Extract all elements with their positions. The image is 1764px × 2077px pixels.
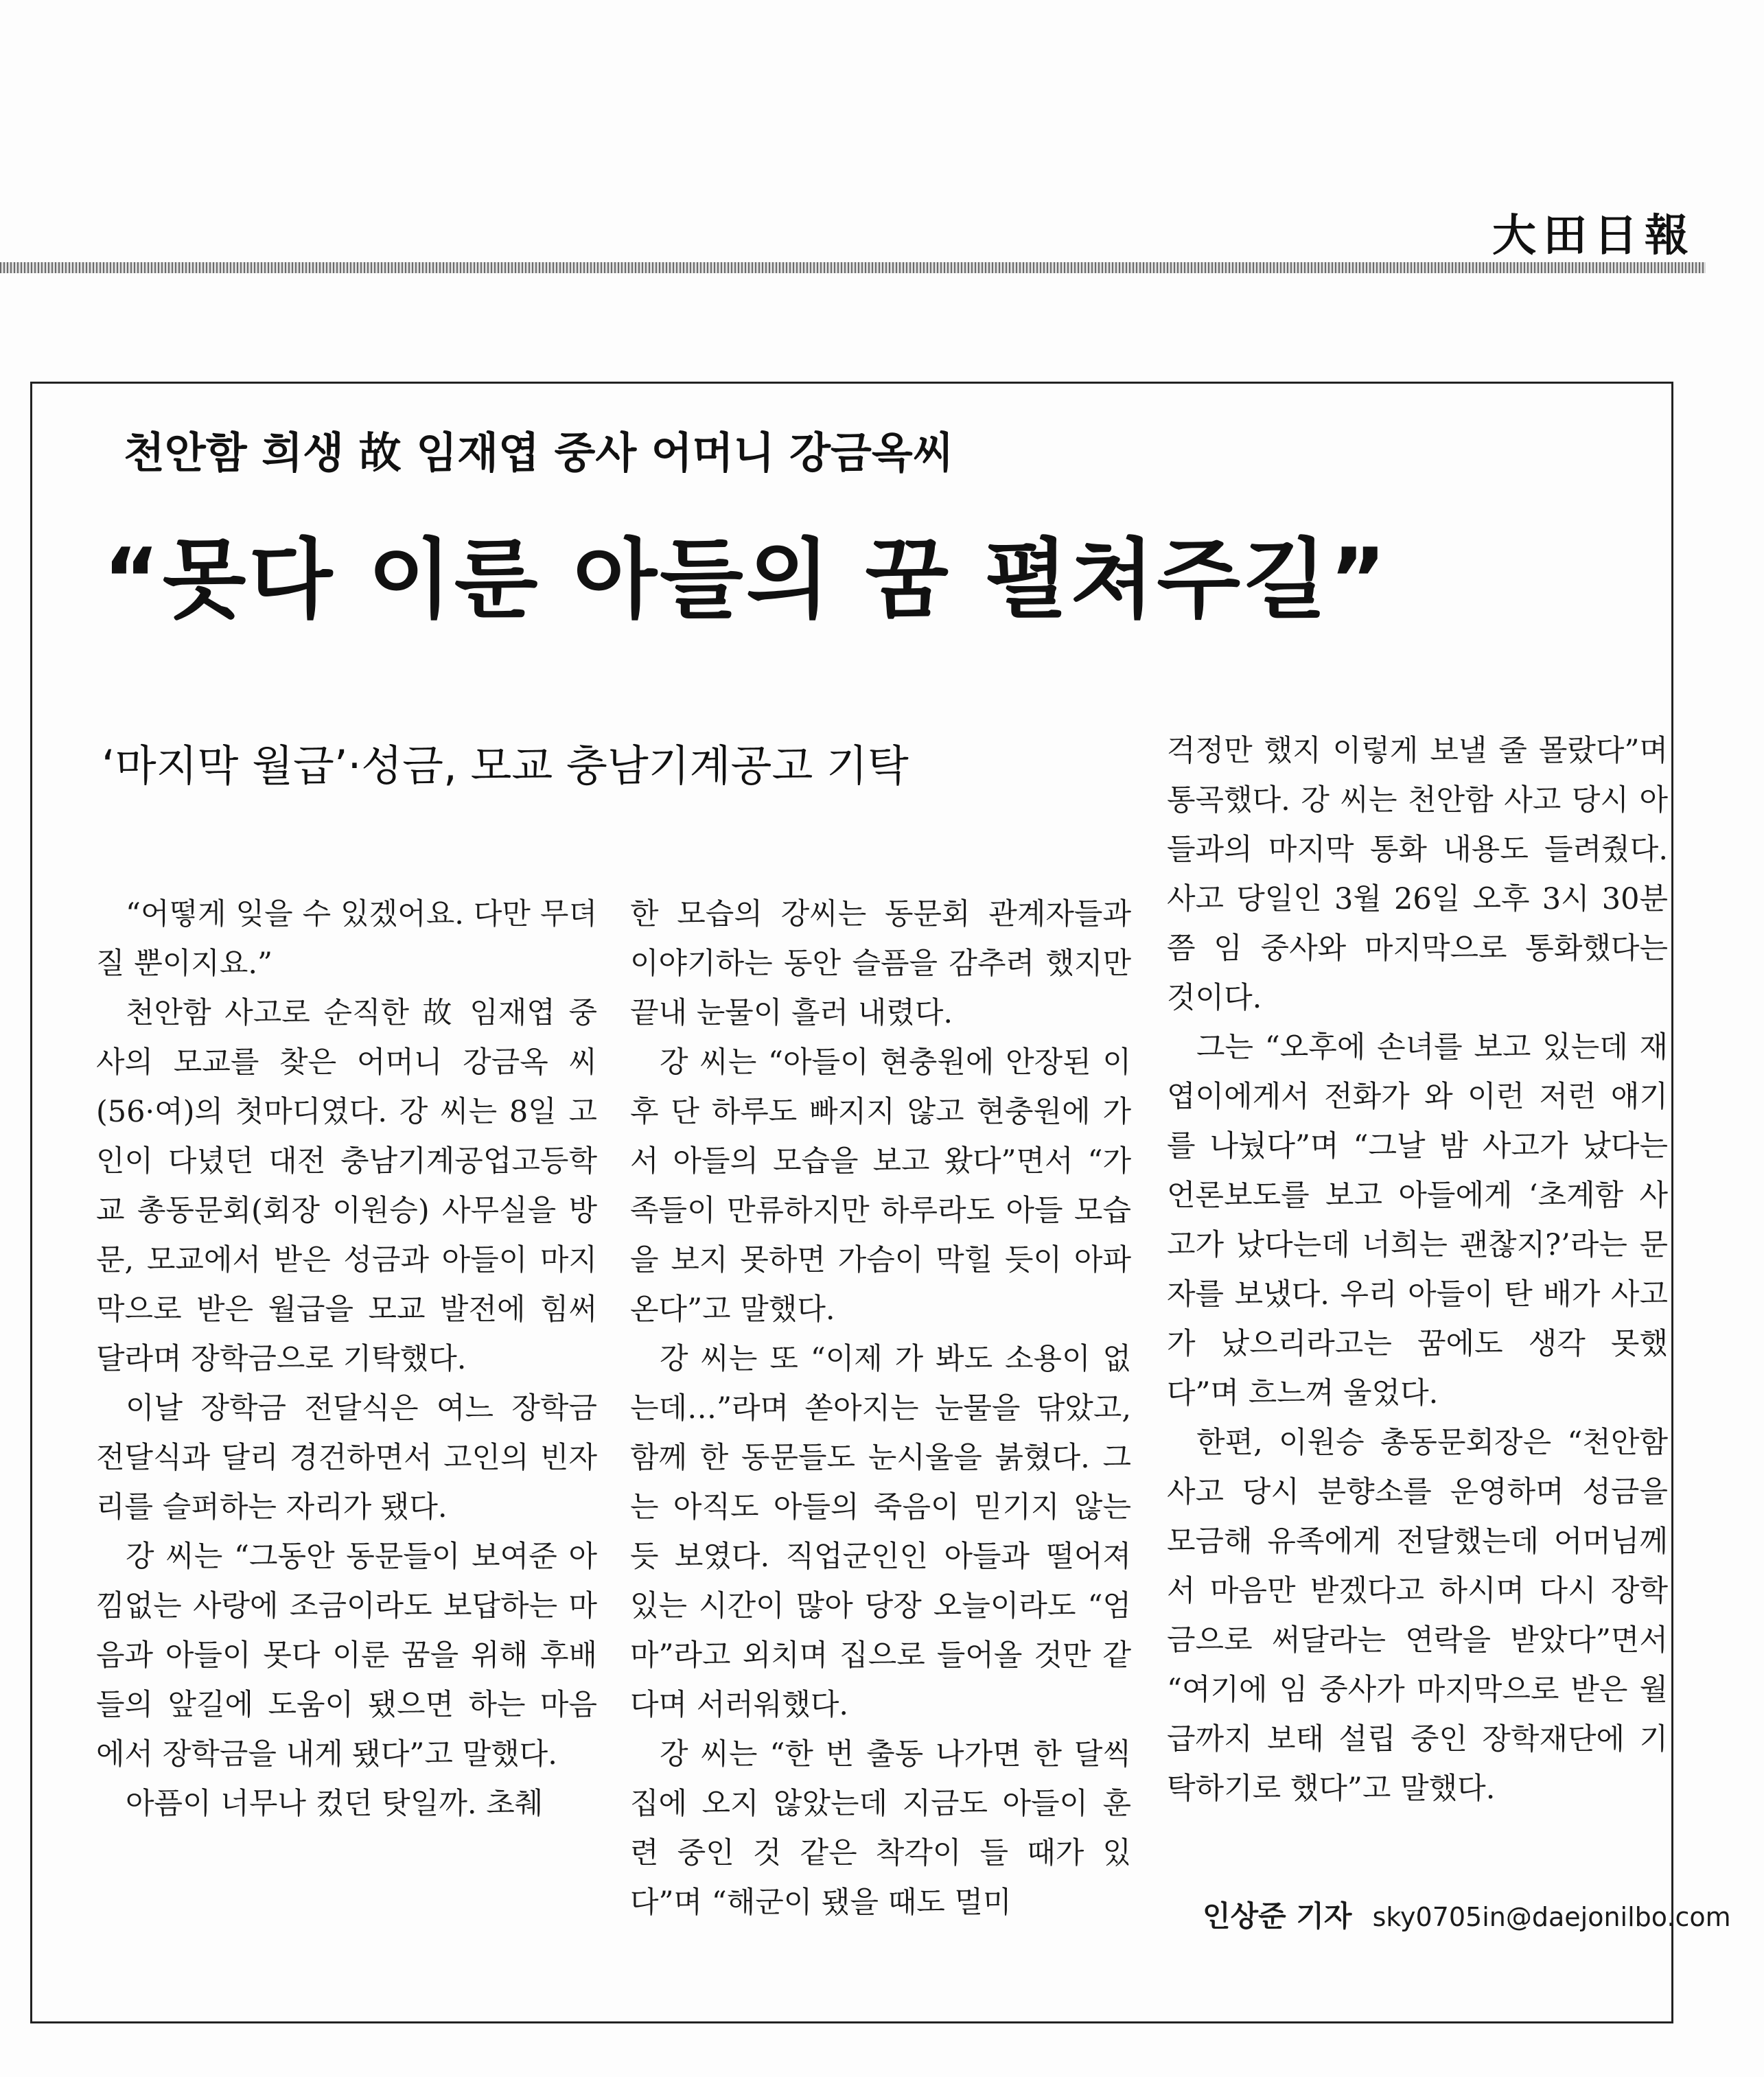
reporter-name: 인상준 기자	[1203, 1899, 1352, 1933]
paragraph: “어떻게 잊을 수 있겠어요. 다만 무뎌질 뿐이지요.”	[96, 897, 597, 981]
article-headline: “못다 이룬 아들의 꿈 펼쳐주길”	[103, 529, 1389, 630]
article-column-1	[96, 890, 597, 1829]
article-kicker: 천안함 희생 故 임재엽 중사 어머니 강금옥씨	[124, 428, 954, 478]
paragraph: 천안함 사고로 순직한 故 임재엽 중사의 모교를 찾은 어머니 강금옥 씨(56·여)의 첫마디였다. 강 씨는 8일 고인이 다녔던 대전 충남기계공업고등학교 총동문회(회장 이원승) 사무실을 방문, 모교에서 받은 성금과 아들이 마지막으로 받은 월급을 모교 발전에 힘써달라며 장학금으로 기탁했다.	[96, 996, 597, 1376]
paragraph: 아픔이 너무나 컸던 탓일까. 초췌	[126, 1787, 544, 1821]
paragraph: 한편, 이원승 총동문회장은 “천안함 사고 당시 분향소를 운영하며 성금을 모금해 유족에게 전달했는데 어머님께서 마음만 받겠다고 하시며 다시 장학금으로 써달라는 연락을 받았다”면서 “여기에 임 중사가 마지막으로 받은 월급까지 보태 설립 중인 장학재단에 기탁하기로 했다”고 말했다.	[1167, 1426, 1668, 1806]
reporter-email: sky0705in@daejonilbo.com	[1372, 1902, 1731, 1932]
paragraph: 강 씨는 “그동안 동문들이 보여준 아낌없는 사랑에 조금이라도 보답하는 마음과 아들이 못다 이룬 꿈을 위해 후배들의 앞길에 도움이 됐으면 하는 마음에서 장학금을 내게 됐다”고 말했다.	[96, 1540, 597, 1772]
paragraph: 이날 장학금 전달식은 여느 장학금 전달식과 달리 경건하면서 고인의 빈자리를 슬퍼하는 자리가 됐다.	[96, 1391, 597, 1524]
article-subheadline: ‘마지막 월급’·성금, 모교 충남기계공고 기탁	[102, 741, 909, 791]
header-rule	[0, 262, 1706, 273]
article-column-3	[1167, 726, 1668, 1813]
paragraph: 그는 “오후에 손녀를 보고 있는데 재엽이에게서 전화가 와 이런 저런 얘기를 나눴다”며 “그날 밤 사고가 났다는 언론보도를 보고 아들에게 ‘초계함 사고가 났다는데 너희는 괜찮지?’라는 문자를 보냈다. 우리 아들이 탄 배가 사고가 났으리라고는 꿈에도 생각 못했다”며 흐느껴 울었다.	[1167, 1030, 1668, 1411]
byline	[1203, 1892, 1731, 1942]
paragraph: 강 씨는 “한 번 출동 나가면 한 달씩 집에 오지 않았는데 지금도 아들이 훈련 중인 것 같은 착각이 들 때가 있다”며 “해군이 됐을 때도 멀미	[630, 1737, 1131, 1920]
paragraph: 한 모습의 강씨는 동문회 관계자들과 이야기하는 동안 슬픔을 감추려 했지만 끝내 눈물이 흘러 내렸다.	[630, 897, 1131, 1030]
newspaper-masthead: 大田日報	[1492, 211, 1695, 262]
paragraph: 걱정만 했지 이렇게 보낼 줄 몰랐다”며 통곡했다. 강 씨는 천안함 사고 당시 아들과의 마지막 통화 내용도 들려줬다. 사고 당일인 3월 26일 오후 3시 30분쯤 임 중사와 마지막으로 통화했다는 것이다.	[1167, 734, 1668, 1015]
paragraph: 강 씨는 “아들이 현충원에 안장된 이후 단 하루도 빠지지 않고 현충원에 가서 아들의 모습을 보고 왔다”면서 “가족들이 만류하지만 하루라도 아들 모습을 보지 못하면 가슴이 막힐 듯이 아파온다”고 말했다.	[630, 1045, 1131, 1327]
article-column-2	[630, 890, 1131, 1927]
paragraph: 강 씨는 또 “이제 가 봐도 소용이 없는데…”라며 쏟아지는 눈물을 닦았고, 함께 한 동문들도 눈시울을 붉혔다. 그는 아직도 아들의 죽음이 믿기지 않는 듯 보였다. 직업군인인 아들과 떨어져 있는 시간이 많아 당장 오늘이라도 “엄마”라고 외치며 집으로 들어올 것만 같다며 서러워했다.	[630, 1342, 1131, 1722]
